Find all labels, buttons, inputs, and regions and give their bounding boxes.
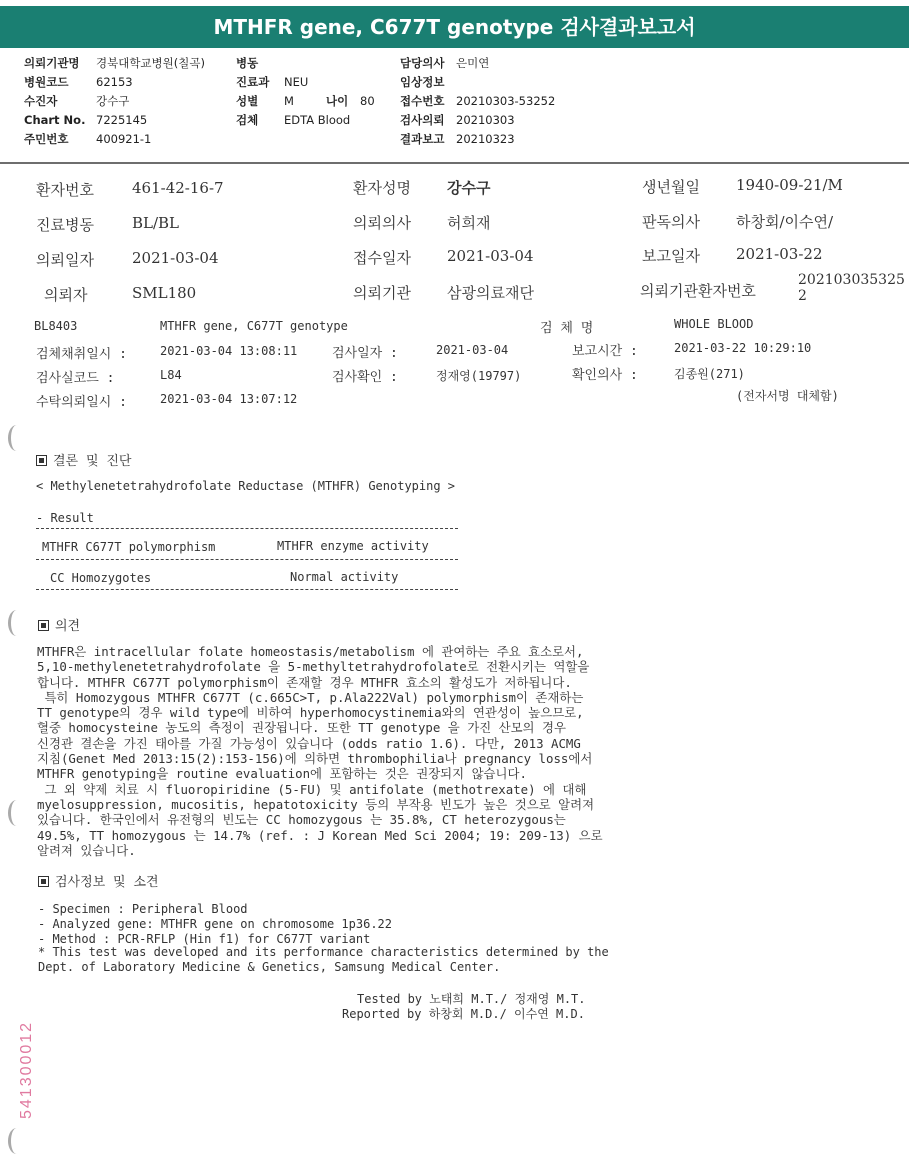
e-signature-note: (전자서명 대체함): [736, 389, 839, 403]
punch-hole-mark: [8, 800, 25, 826]
header-row: 주민번호 400921-1: [24, 132, 152, 146]
info-note-2: Dept. of Laboratory Medicine & Genetics, Samsung Medical Center.: [38, 960, 501, 974]
patient-name-value: 강수구: [447, 179, 491, 197]
punch-hole-mark: [8, 610, 25, 636]
result-label: - Result: [36, 511, 94, 525]
header-row: 진료과 NEU: [236, 75, 309, 89]
report-time-value: 2021-03-22 10:29:10: [674, 341, 812, 355]
report-date-label: 보고일자: [642, 247, 700, 265]
receipt-date-value: 2021-03-04: [447, 247, 534, 265]
header-row: 결과보고 20210323: [400, 132, 515, 146]
reading-doctor-value: 하창회/이수연/: [736, 213, 834, 231]
ward-label: 진료병동: [36, 216, 94, 234]
collect-time-value: 2021-03-04 13:08:11: [160, 344, 298, 358]
consign-time-label: 수탁의뢰일시 :: [36, 395, 128, 410]
header-row: 병동: [236, 56, 259, 70]
tested-by: Tested by 노태희 M.T./ 정재영 M.T.: [357, 992, 586, 1006]
info-specimen: - Specimen : Peripheral Blood: [38, 902, 248, 916]
genotype-value: CC Homozygotes: [50, 571, 152, 585]
institution-label: 의뢰기관: [353, 284, 411, 302]
birthdate-label: 생년월일: [642, 178, 700, 196]
section-bullet-icon: [36, 455, 47, 466]
header-row: 의뢰기관명 경북대학교병원(칠곡): [24, 56, 205, 70]
institution-patient-no-label: 의뢰기관환자번호: [640, 282, 756, 300]
referring-doctor-label: 의뢰의사: [353, 214, 411, 232]
reading-doctor-label: 판독의사: [642, 213, 700, 231]
request-date-label: 의뢰일자: [36, 251, 94, 269]
report-title-banner: [0, 6, 909, 48]
test-confirm-value: 정재영(19797): [436, 369, 522, 383]
info-note-1: * This test was developed and its performance characteristics determined by the: [38, 945, 609, 959]
info-gene: - Analyzed gene: MTHFR gene on chromosome 1p36.22: [38, 917, 393, 931]
header-col-2: [236, 54, 375, 130]
referring-doctor-value: 허희재: [447, 214, 491, 232]
col1-header: MTHFR C677T polymorphism: [42, 540, 216, 554]
header-row: 임상정보: [400, 75, 445, 89]
section-bullet-icon: [38, 620, 49, 631]
header-row: 담당의사 은미연: [400, 56, 490, 70]
table-bottom-rule: [36, 589, 458, 590]
header-row: 수진자 강수구: [24, 94, 130, 108]
confirm-doctor-label: 확인의사 :: [572, 368, 638, 383]
test-name: MTHFR gene, C677T genotype: [160, 319, 348, 333]
header-col-1: [24, 54, 205, 149]
institution-patient-no-value: 202103035325 2: [798, 272, 905, 304]
requester-value: SML180: [132, 284, 197, 302]
institution-value: 삼광의료재단: [447, 284, 534, 302]
header-row: 성별 M 나이 80: [236, 94, 375, 108]
punch-hole-mark: [8, 425, 25, 451]
info-method: - Method : PCR-RFLP (Hin f1) for C677T variant: [38, 932, 371, 946]
ward-value: BL/BL: [132, 214, 180, 232]
opinion-text: MTHFR은 intracellular folate homeostasis/metabolism 에 관여하는 주요 효소로서, 5,10-methylenetetrahydrofolate 을 5-methyltetrahydrofolate로 전환시키는 역할을 합니다. MTHFR C677T polymorphism이 존재할 경우 MTHFR 효소의 활성도가 저하됩니다. 특히 Homozygous MTHFR C677T (c.665C>T, p.Ala222Val) polymorphism이 존재하는 TT genotype의 경우 wild type에 비하여 hyperhomocystinemia와의 연관성이 높으므로, 혈중 homocysteine 농도의 측정이 권장됩니다. 또한 TT genotype 을 가진 산모의 경우 신경관 결손을 가진 태아를 가질 가능성이 있습니다 (odds ratio 1.6). 다만, 2013 ACMG 지침(Genet Med 2013:15(2):153-156)에 의하면 thrombophilia나 pregnancy loss에서 MTHFR genotyping을 routine evaluation에 포함하는 것은 권장되지 않습니다. 그 외 약제 치료 시 fluoropiridine (5-FU) 및 antifolate (methotrexate) 에 대해 myelosuppression, mucositis, hepatotoxicity 등의 부작용 빈도가 높은 것으로 알려져 있습니다. 한국인에서 유전형의 빈도는 CC homozygous 는 35.8%, CT heterozygous는 49.5%, TT homozygous 는 14.7% (ref. : J Korean Med Sci 2004; 19: 209-13) 으로 알려져 있습니다.: [37, 644, 603, 858]
lab-code-label: 검사실코드 :: [36, 371, 115, 386]
header-row: 접수번호 20210303-53252: [400, 94, 556, 108]
header-row: 검사의뢰 20210303: [400, 113, 515, 127]
request-date-value: 2021-03-04: [132, 249, 219, 267]
patient-no-value: 461-42-16-7: [132, 179, 224, 197]
consign-time-value: 2021-03-04 13:07:12: [160, 392, 298, 406]
table-mid-rule: [36, 559, 458, 560]
header-col-3: [400, 54, 555, 149]
section-bullet-icon: [38, 876, 49, 887]
test-confirm-label: 검사확인 :: [332, 370, 398, 385]
collect-time-label: 검체채취일시 :: [36, 347, 128, 362]
table-top-rule: [36, 528, 458, 529]
header-row: Chart No. 7225145: [24, 113, 148, 127]
report-time-label: 보고시간 :: [572, 344, 638, 359]
requester-label: 의뢰자: [44, 286, 88, 304]
specimen-value: WHOLE BLOOD: [674, 317, 754, 331]
header-row: 검체 EDTA Blood: [236, 113, 351, 127]
side-serial-number: 541300012: [18, 1020, 35, 1120]
opinion-heading: 의견: [38, 615, 80, 634]
info-heading: 검사정보 및 소견: [38, 871, 159, 890]
reported-by: Reported by 하창회 M.D./ 이수연 M.D.: [342, 1007, 585, 1021]
report-title: MTHFR gene, C677T genotype 검사결과보고서: [213, 15, 696, 39]
conclusion-subtitle: < Methylenetetrahydrofolate Reductase (MTHFR) Genotyping >: [36, 479, 456, 493]
patient-no-label: 환자번호: [36, 181, 94, 199]
specimen-label: 검 체 명: [540, 321, 594, 336]
receipt-date-label: 접수일자: [353, 249, 411, 267]
header-row: 병원코드 62153: [24, 75, 133, 89]
patient-name-label: 환자성명: [353, 179, 411, 197]
punch-hole-mark: [8, 1128, 25, 1154]
test-date-value: 2021-03-04: [436, 343, 509, 357]
birthdate-value: 1940-09-21/M: [736, 176, 843, 194]
header-divider: [0, 162, 909, 164]
test-date-label: 검사일자 :: [332, 346, 398, 361]
test-code: BL8403: [34, 319, 78, 333]
col2-header: MTHFR enzyme activity: [277, 539, 429, 553]
conclusion-heading: 결론 및 진단: [36, 450, 131, 469]
enzyme-activity-value: Normal activity: [290, 570, 399, 584]
confirm-doctor-value: 김종원(271): [674, 367, 745, 381]
report-date-value: 2021-03-22: [736, 245, 823, 263]
lab-code-value: L84: [160, 368, 182, 382]
